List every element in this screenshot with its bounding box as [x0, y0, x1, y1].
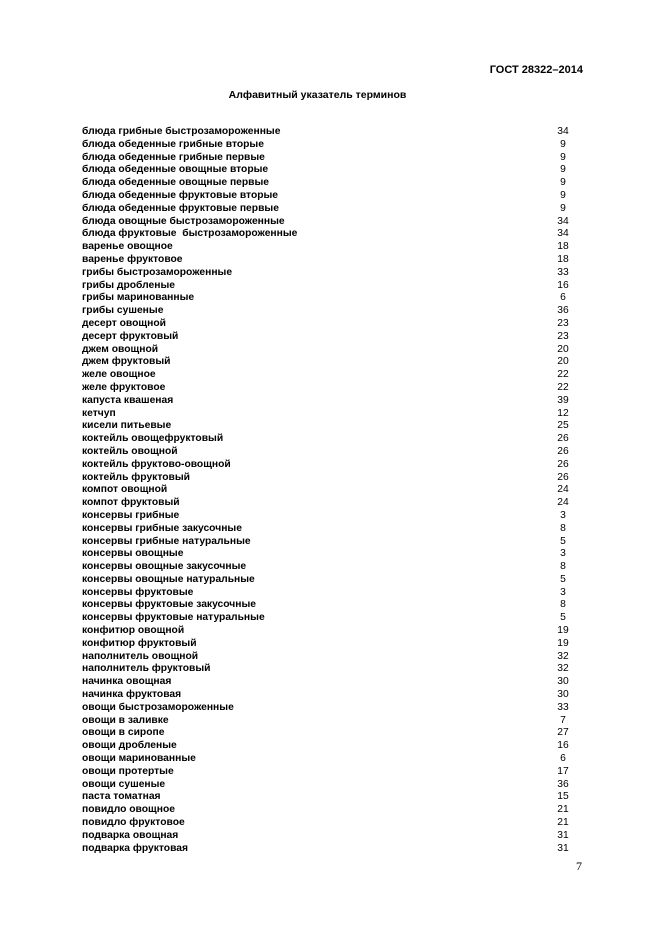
- index-term: паста томатная: [82, 791, 161, 803]
- index-term: компот фруктовый: [82, 497, 180, 509]
- index-entry: [82, 676, 578, 689]
- index-term: компот овощной: [82, 484, 168, 496]
- index-page-ref: 3: [560, 509, 566, 521]
- index-entry: [82, 548, 578, 561]
- index-term: коктейль овощефруктовый: [82, 433, 224, 445]
- index-entry: [82, 356, 578, 369]
- index-page-ref: 22: [557, 369, 569, 381]
- index-entry: [82, 791, 578, 804]
- index-term: подварка овощная: [82, 829, 179, 841]
- index-term: коктейль фруктово-овощной: [82, 458, 231, 470]
- index-page-ref: 36: [557, 778, 569, 790]
- index-page-ref: 31: [557, 842, 569, 854]
- page-number: 7: [576, 859, 582, 873]
- index-term: консервы грибные натуральные: [82, 535, 251, 547]
- index-term: десерт овощной: [82, 317, 166, 329]
- index-term: кисели питьевые: [82, 420, 172, 432]
- index-entry: [82, 177, 578, 190]
- index-page-ref: 7: [560, 714, 566, 726]
- index-entry: [82, 280, 578, 293]
- index-entry: [82, 382, 578, 395]
- index-page-ref: 21: [557, 817, 569, 829]
- index-term: грибы маринованные: [82, 292, 195, 304]
- index-page-ref: 31: [557, 829, 569, 841]
- index-entry: [82, 254, 578, 267]
- index-entry: [82, 331, 578, 344]
- document-code: ГОСТ 28322–2014: [489, 64, 583, 76]
- index-page-ref: 15: [557, 791, 569, 803]
- index-term: овощи протертые: [82, 765, 174, 777]
- index-page-ref: 34: [557, 215, 569, 227]
- index-entry: [82, 817, 578, 830]
- index-entry: [82, 651, 578, 664]
- index-term: джем овощной: [82, 343, 159, 355]
- index-page-ref: 32: [557, 663, 569, 675]
- index-entry: [82, 433, 578, 446]
- index-page-ref: 32: [557, 650, 569, 662]
- index-term: овощи быстрозамороженные: [82, 701, 234, 713]
- index-term: желе фруктовое: [82, 381, 166, 393]
- index-term: коктейль фруктовый: [82, 471, 190, 483]
- index-term: блюда обеденные грибные вторые: [82, 138, 264, 150]
- index-entry: [82, 727, 578, 740]
- index-page-ref: 33: [557, 701, 569, 713]
- index-entry: [82, 702, 578, 715]
- index-page-ref: 26: [557, 445, 569, 457]
- index-term: блюда обеденные овощные вторые: [82, 164, 269, 176]
- index-entry: [82, 139, 578, 152]
- index-entry: [82, 190, 578, 203]
- index-term: консервы фруктовые закусочные: [82, 599, 257, 611]
- index-entry: [82, 689, 578, 702]
- index-entry: [82, 305, 578, 318]
- index-term: консервы овощные закусочные: [82, 561, 247, 573]
- index-term: блюда обеденные фруктовые первые: [82, 202, 279, 214]
- page-title: Алфавитный указатель терминов: [228, 89, 407, 101]
- index-term: грибы дробленые: [82, 279, 176, 291]
- index-entry: [82, 779, 578, 792]
- index-term: джем фруктовый: [82, 356, 171, 368]
- index-entry: [82, 804, 578, 817]
- index-term: кетчуп: [82, 407, 116, 419]
- index-term: варенье овощное: [82, 241, 173, 253]
- index-term: грибы быстрозамороженные: [82, 266, 233, 278]
- index-entry: [82, 510, 578, 523]
- index-entry: [82, 753, 578, 766]
- index-term: консервы грибные: [82, 509, 180, 521]
- index-entry: [82, 344, 578, 357]
- index-page-ref: 36: [557, 305, 569, 317]
- index-term: повидло овощное: [82, 804, 175, 816]
- index-term: консервы грибные закусочные: [82, 522, 242, 534]
- index-page-ref: 8: [560, 522, 566, 534]
- index-page-ref: 9: [560, 189, 566, 201]
- index-page-ref: 20: [557, 356, 569, 368]
- index-entry: [82, 766, 578, 779]
- index-page-ref: 19: [557, 625, 569, 637]
- index-term: наполнитель овощной: [82, 650, 199, 662]
- index-page-ref: 26: [557, 471, 569, 483]
- index-entry: [82, 523, 578, 536]
- index-page-ref: 5: [560, 535, 566, 547]
- index-entry: [82, 318, 578, 331]
- index-page-ref: 23: [557, 317, 569, 329]
- index-entry: [82, 715, 578, 728]
- index-entry: [82, 625, 578, 638]
- index-term: консервы фруктовые натуральные: [82, 612, 265, 624]
- index-page-ref: 30: [557, 676, 569, 688]
- index-term: блюда овощные быстрозамороженные: [82, 215, 285, 227]
- index-entry: [82, 561, 578, 574]
- index-term: блюда грибные быстрозамороженные: [82, 126, 281, 137]
- index-page-ref: 23: [557, 330, 569, 342]
- index-page-ref: 6: [560, 753, 566, 765]
- index-page-ref: 12: [557, 407, 569, 419]
- index-entry: [82, 740, 578, 753]
- index-term: консервы фруктовые: [82, 586, 194, 598]
- index-page-ref: 9: [560, 164, 566, 176]
- index-page-ref: 39: [557, 394, 569, 406]
- index-page-ref: 34: [557, 228, 569, 240]
- index-entry: [82, 830, 578, 843]
- index-page-ref: 9: [560, 151, 566, 163]
- index-page-ref: 3: [560, 586, 566, 598]
- index-term: десерт фруктовый: [82, 330, 179, 342]
- index-term: овощи сушеные: [82, 778, 166, 790]
- index-entry: [82, 395, 578, 408]
- index-term: наполнитель фруктовый: [82, 663, 211, 675]
- index-term: повидло фруктовое: [82, 817, 185, 829]
- index-term: варенье фруктовое: [82, 253, 183, 265]
- term-index-list: [82, 126, 578, 855]
- index-entry: [82, 612, 578, 625]
- index-entry: [82, 203, 578, 216]
- index-page-ref: 26: [557, 433, 569, 445]
- index-entry: [82, 292, 578, 305]
- index-page-ref: 5: [560, 612, 566, 624]
- index-page-ref: 26: [557, 458, 569, 470]
- index-page-ref: 9: [560, 202, 566, 214]
- index-entry: [82, 484, 578, 497]
- index-entry: [82, 599, 578, 612]
- index-term: блюда обеденные фруктовые вторые: [82, 189, 279, 201]
- index-term: начинка фруктовая: [82, 689, 182, 701]
- index-entry: [82, 638, 578, 651]
- index-term: блюда обеденные овощные первые: [82, 177, 270, 189]
- index-page-ref: 18: [557, 241, 569, 253]
- index-entry: [82, 472, 578, 485]
- index-page-ref: 5: [560, 573, 566, 585]
- index-page-ref: 16: [557, 279, 569, 291]
- index-page-ref: 9: [560, 177, 566, 189]
- index-page-ref: 20: [557, 343, 569, 355]
- index-term: коктейль овощной: [82, 445, 178, 457]
- index-page-ref: 6: [560, 292, 566, 304]
- index-page-ref: 22: [557, 381, 569, 393]
- index-entry: [82, 587, 578, 600]
- index-page-ref: 8: [560, 599, 566, 611]
- index-entry: [82, 663, 578, 676]
- index-page-ref: 34: [557, 126, 569, 137]
- index-term: желе овощное: [82, 369, 156, 381]
- index-entry: [82, 843, 578, 856]
- index-term: блюда обеденные грибные первые: [82, 151, 265, 163]
- index-entry: [82, 126, 578, 139]
- index-entry: [82, 497, 578, 510]
- index-entry: [82, 408, 578, 421]
- index-entry: [82, 574, 578, 587]
- index-page-ref: 17: [557, 765, 569, 777]
- index-entry: [82, 228, 578, 241]
- index-term: конфитюр овощной: [82, 625, 185, 637]
- index-page-ref: 18: [557, 253, 569, 265]
- index-term: консервы овощные натуральные: [82, 573, 255, 585]
- index-page-ref: 16: [557, 740, 569, 752]
- index-page-ref: 33: [557, 266, 569, 278]
- index-term: овощи дробленые: [82, 740, 177, 752]
- index-page-ref: 24: [557, 497, 569, 509]
- index-entry: [82, 446, 578, 459]
- index-entry: [82, 459, 578, 472]
- index-term: капуста квашеная: [82, 394, 174, 406]
- index-page-ref: 25: [557, 420, 569, 432]
- index-page-ref: 3: [560, 548, 566, 560]
- index-page-ref: 8: [560, 561, 566, 573]
- index-term: конфитюр фруктовый: [82, 637, 197, 649]
- index-term: овощи в сиропе: [82, 727, 165, 739]
- index-entry: [82, 267, 578, 280]
- index-page-ref: 21: [557, 804, 569, 816]
- index-entry: [82, 164, 578, 177]
- index-page-ref: 30: [557, 689, 569, 701]
- index-term: грибы сушеные: [82, 305, 164, 317]
- index-term: овощи маринованные: [82, 753, 196, 765]
- index-entry: [82, 241, 578, 254]
- index-entry: [82, 152, 578, 165]
- index-term: начинка овощная: [82, 676, 172, 688]
- index-page-ref: 19: [557, 637, 569, 649]
- index-entry: [82, 216, 578, 229]
- index-term: овощи в заливке: [82, 714, 169, 726]
- index-page-ref: 24: [557, 484, 569, 496]
- index-entry: [82, 369, 578, 382]
- index-term: блюда фруктовые быстрозамороженные: [82, 228, 298, 240]
- index-page-ref: 9: [560, 138, 566, 150]
- index-term: подварка фруктовая: [82, 842, 189, 854]
- index-entry: [82, 420, 578, 433]
- index-entry: [82, 536, 578, 549]
- index-term: консервы овощные: [82, 548, 184, 560]
- index-page-ref: 27: [557, 727, 569, 739]
